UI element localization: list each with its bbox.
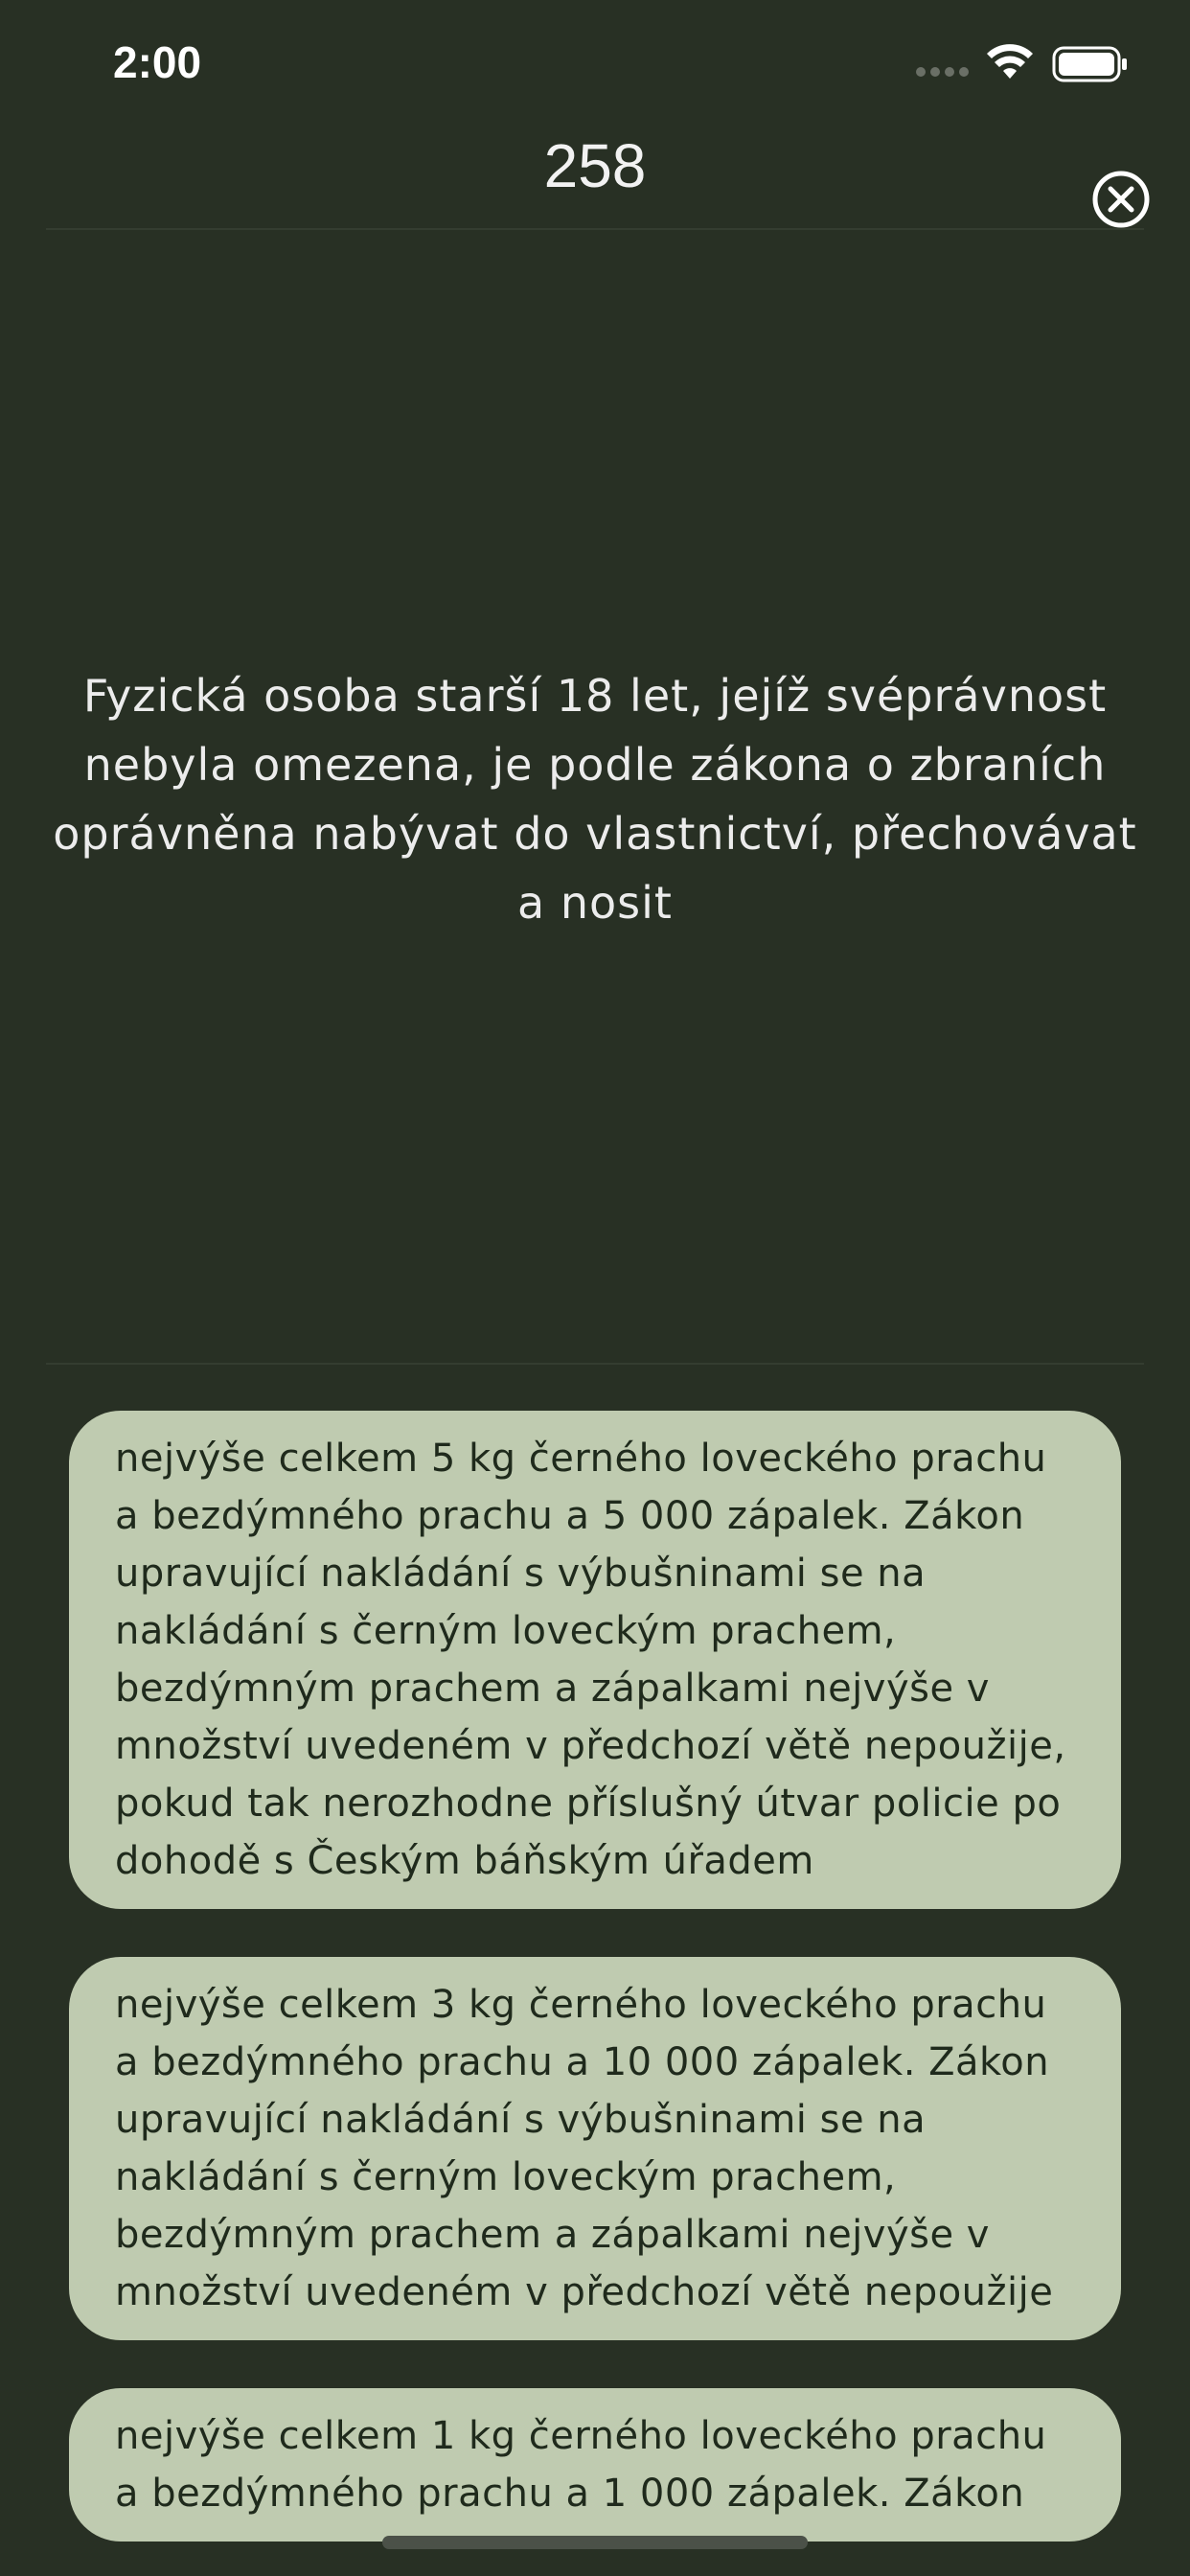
battery-icon [1052, 46, 1129, 82]
status-time: 2:00 [113, 37, 202, 87]
answer-option-1[interactable]: nejvýše celkem 5 kg černého loveckého prachu a bezdýmného prachu a 5 000 zápalek. Zákon upravující nakládání s výbušninami se na nakládání s černým loveckým prachem, bezdýmným prachem a zápalkami nejvýše v množství uvedeném v předchozí větě nepoužije, pokud tak nerozhodne příslušný útvar policie po dohodě s Českým báňským úřadem [69, 1411, 1121, 1909]
header-divider [46, 228, 1144, 230]
answer-option-2[interactable]: nejvýše celkem 3 kg černého loveckého prachu a bezdýmného prachu a 10 000 zápalek. Zákon upravující nakládání s výbušninami se na nakládání s černým loveckým prachem, bezdýmným prachem a zápalkami nejvýše v množství uvedeném v předchozí větě nepoužije [69, 1957, 1121, 2340]
answer-option-3[interactable]: nejvýše celkem 1 kg černého loveckého prachu a bezdýmného prachu a 1 000 zápalek. Zákon [69, 2388, 1121, 2542]
answers-list [69, 1411, 1121, 2516]
close-icon[interactable] [1090, 169, 1152, 230]
wifi-icon [985, 42, 1035, 80]
answers-divider [46, 1363, 1144, 1365]
home-indicator[interactable] [382, 2536, 808, 2549]
status-bar [0, 0, 1190, 134]
cellular-signal-icon [916, 67, 970, 80]
question-text: Fyzická osoba starší 18 let, jejíž svéprávnost nebyla omezena, je podle zákona o zbraních oprávněna nabývat do vlastnictví, přechovávat a nosit [53, 670, 1137, 929]
question-number-title: 258 [543, 131, 647, 200]
